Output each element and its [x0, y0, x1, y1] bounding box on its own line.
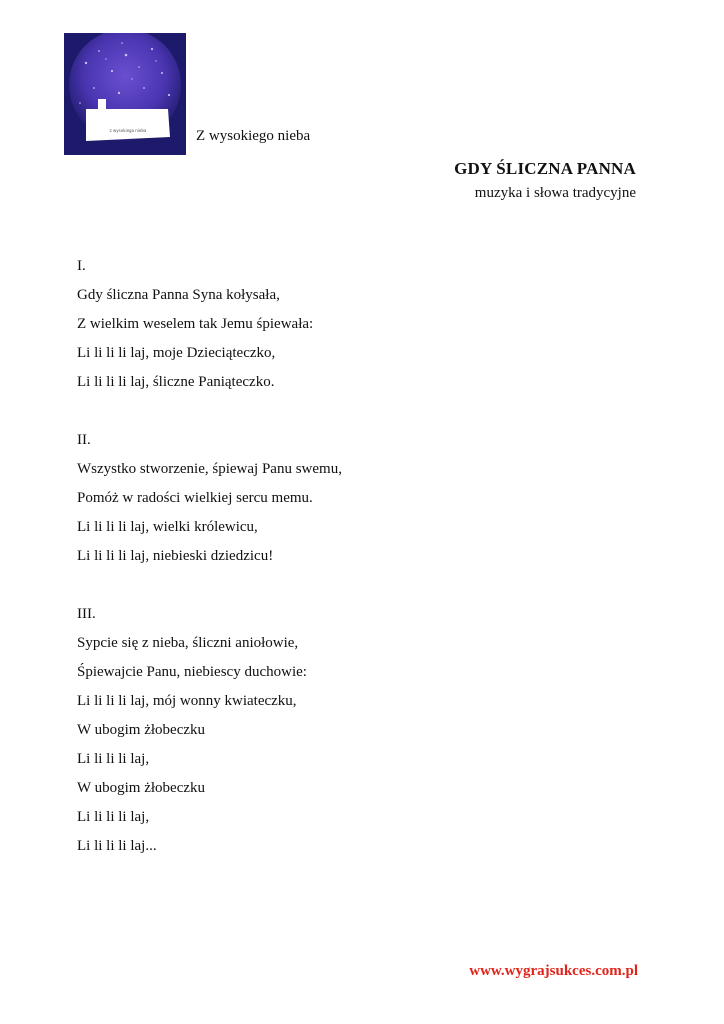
- lyric-line: Śpiewajcie Panu, niebiescy duchowie:: [77, 664, 307, 680]
- lyric-line: Li li li li laj, wielki królewicu,: [77, 519, 258, 535]
- lyric-line: Li li li li laj, moje Dzieciąteczko,: [77, 345, 276, 361]
- lyric-line: W ubogim żłobeczku: [77, 722, 206, 738]
- lyric-line: W ubogim żłobeczku: [77, 780, 206, 796]
- stanza-number: I.: [77, 258, 86, 274]
- lyric-line: Li li li li laj...: [77, 838, 157, 854]
- stanza-2: [77, 426, 637, 571]
- website-link[interactable]: www.wygrajsukces.com.pl: [469, 963, 638, 979]
- lyric-line: Li li li li laj, śliczne Paniąteczko.: [77, 374, 275, 390]
- stanza-number: II.: [77, 432, 91, 448]
- album-cover-art: [64, 33, 186, 155]
- song-credits: muzyka i słowa tradycyjne: [474, 185, 636, 201]
- lyric-line: Z wielkim weselem tak Jemu śpiewała:: [77, 316, 314, 332]
- lyric-line: Li li li li laj, mój wonny kwiateczku,: [77, 693, 297, 709]
- album-title: Z wysokiego nieba: [196, 128, 311, 144]
- stanza-1: [77, 252, 637, 397]
- lyric-line: Pomóż w radości wielkiej sercu memu.: [77, 490, 313, 506]
- stanza-number: III.: [77, 606, 96, 622]
- lyric-line: Wszystko stworzenie, śpiewaj Panu swemu,: [77, 461, 342, 477]
- lyric-line: Li li li li laj,: [77, 751, 150, 767]
- lyric-line: Sypcie się z nieba, śliczni aniołowie,: [77, 635, 299, 651]
- lyric-line: Li li li li laj, niebieski dziedzicu!: [77, 548, 274, 564]
- album-cover-image: [64, 33, 186, 155]
- song-title: GDY ŚLICZNA PANNA: [454, 159, 636, 178]
- stanza-3: [77, 600, 637, 861]
- lyrics: [77, 252, 637, 890]
- cover-caption: z wysokiego nieba: [109, 128, 147, 133]
- lyric-line: Li li li li laj,: [77, 809, 150, 825]
- lyric-line: Gdy śliczna Panna Syna kołysała,: [77, 287, 280, 303]
